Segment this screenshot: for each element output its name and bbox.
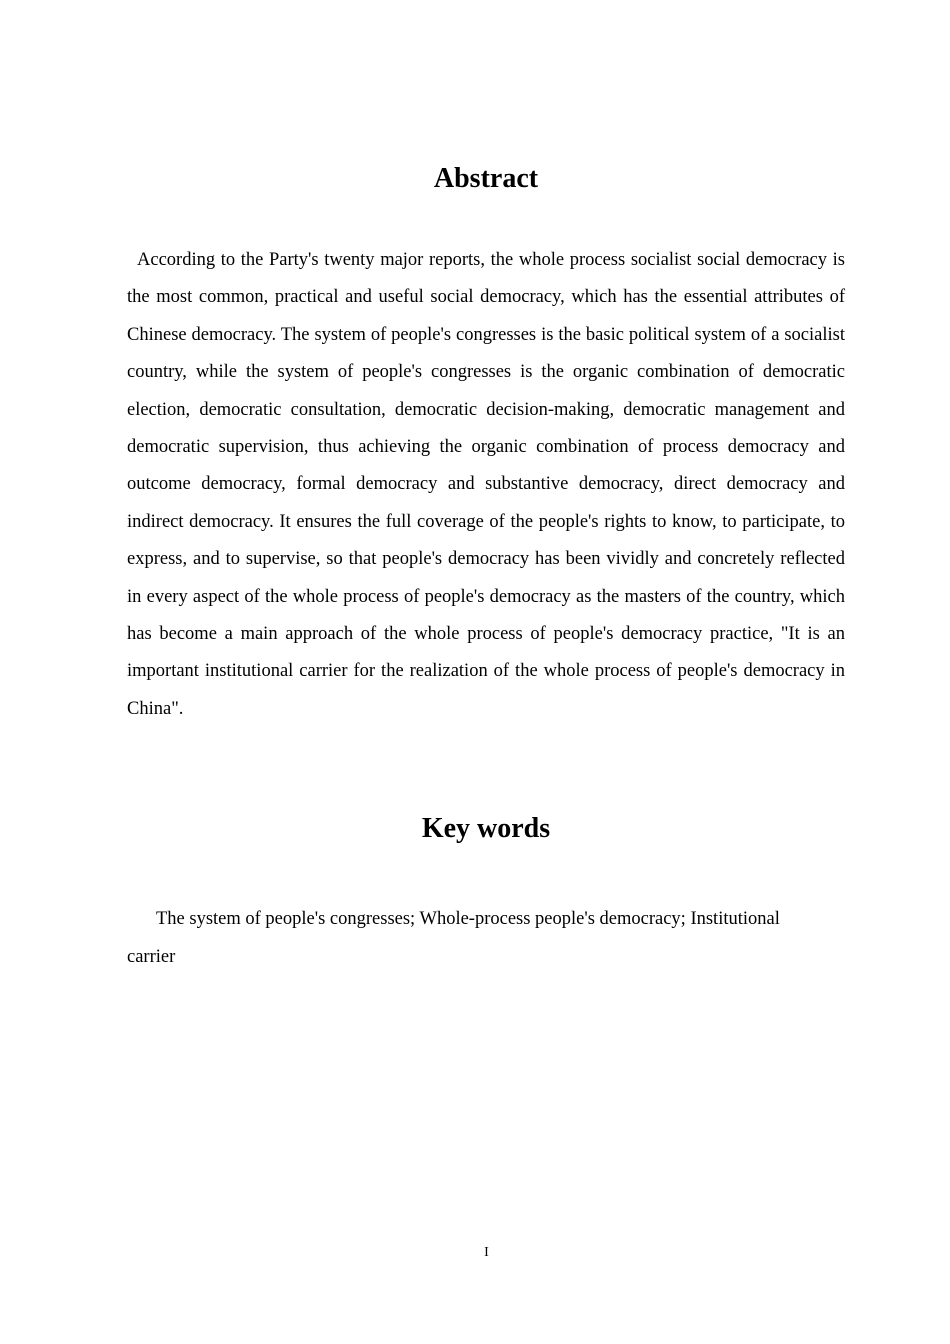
abstract-heading: Abstract: [433, 163, 539, 194]
abstract-paragraph: According to the Party's twenty major reports, the whole process socialist social democracy is the most common, practical and useful social democracy, which has the essential attributes of Chinese democracy. The system of people's congresses is the basic political system of a socialist country, while the system of people's congresses is the organic combination of democratic election, democratic consultation, democratic decision-making, democratic management and democratic supervision, thus achieving the organic combination of process democracy and outcome democracy, formal democracy and substantive democracy, direct democracy and indirect democracy. It ensures the full coverage of the people's rights to know, to participate, to express, and to supervise, so that people's democracy has been vividly and concretely reflected in every aspect of the whole process of people's democracy as the masters of the country, which has become a main approach of the whole process of people's democracy practice, "It is an important institutional carrier for the realization of the whole process of people's democracy in China".: [127, 250, 845, 719]
page-number: I: [484, 1245, 489, 1260]
keywords-heading: Key words: [421, 813, 551, 844]
keywords-paragraph: The system of people's congresses; Whole-process people's democracy; Institutional carrier: [127, 909, 780, 967]
